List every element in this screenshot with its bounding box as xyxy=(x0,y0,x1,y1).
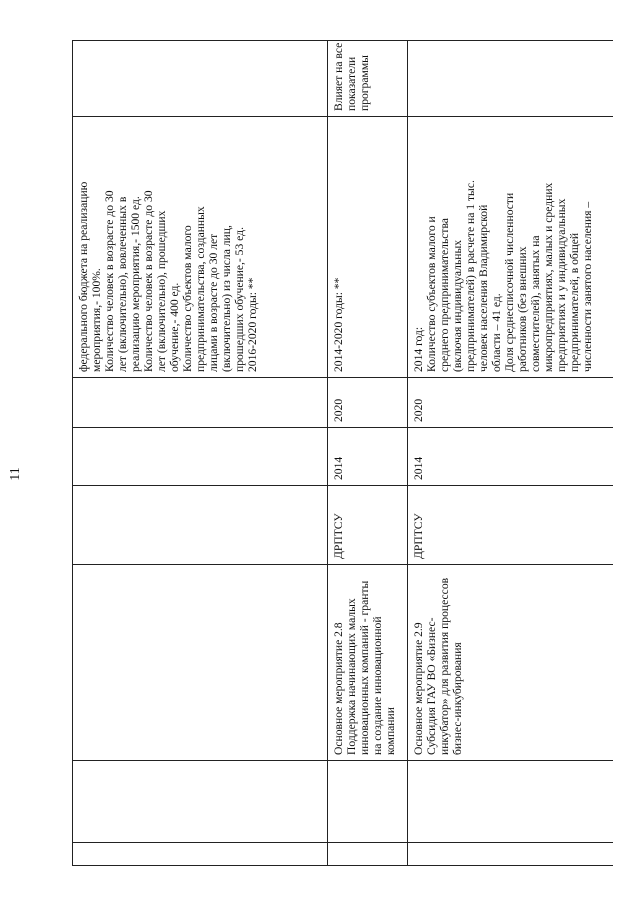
indicator-line: Количество субъектов малого и xyxy=(425,216,438,372)
measure-cell xyxy=(73,564,328,760)
indicators-cell xyxy=(73,116,328,377)
impact-cell xyxy=(73,40,328,116)
measure-line: инновационных компаний - гранты xyxy=(358,580,371,755)
start-year-cell: 2014 xyxy=(328,427,408,485)
indicator-line: численности занятого населения – xyxy=(581,201,594,372)
indicator-line: (включая индивидуальных xyxy=(451,239,464,372)
indicator-line: федерального бюджета на реализацию xyxy=(77,181,90,372)
table-cell-blank xyxy=(73,842,328,866)
indicator-line: 2014-2020 годы: ** xyxy=(332,277,345,372)
indicator-line: области – 41 ед. xyxy=(490,293,503,372)
indicator-line: мероприятия,- 100%. xyxy=(90,268,103,372)
start-year-cell: 2014 xyxy=(408,427,613,485)
indicator-line: лет (включительно), вовлеченных в xyxy=(116,196,129,372)
indicators-cell xyxy=(328,116,408,377)
executor-cell: ДРПТСУ xyxy=(328,485,408,564)
measure-cell xyxy=(328,564,408,760)
measure-line: Основное мероприятие 2.9 xyxy=(412,622,425,755)
impact-cell xyxy=(408,40,613,116)
table-cell-blank xyxy=(408,842,613,866)
measure-line: Субсидия ГАУ ВО «Бизнес- xyxy=(425,617,438,755)
indicator-line: предприятиях и у индивидуальных xyxy=(555,198,568,372)
indicator-line: лицами в возрасте до 30 лет xyxy=(207,233,220,372)
program-measures-table xyxy=(72,40,613,866)
impact-cell xyxy=(328,40,408,116)
table-row xyxy=(407,40,613,866)
table-row xyxy=(327,40,408,866)
measure-cell xyxy=(408,564,613,760)
executor-cell xyxy=(73,485,328,564)
indicator-line: предпринимателей) в расчете на 1 тыс. xyxy=(464,180,477,372)
page-number: 11 xyxy=(8,467,23,481)
measure-line: инкубатор» для развития процессов xyxy=(438,577,451,755)
impact-line: показатели xyxy=(345,56,358,111)
indicator-line: работников (без внешних xyxy=(516,246,529,372)
table-cell-blank xyxy=(328,842,408,866)
measure-line: бизнес-инкубирования xyxy=(451,642,464,755)
indicator-line: совместителей), занятых на xyxy=(529,235,542,372)
rotated-table-container xyxy=(72,40,613,866)
measure-line: на создание инновационной xyxy=(371,616,384,755)
start-year-cell xyxy=(73,427,328,485)
indicator-line: 2016-2020 годы: ** xyxy=(246,277,259,372)
table-cell-blank xyxy=(328,760,408,842)
indicator-line: (включительно) из числа лиц, xyxy=(220,225,233,372)
indicator-line: прошедших обучение,- 53 ед. xyxy=(233,227,246,372)
measure-line: Основное мероприятие 2.8 xyxy=(332,622,345,755)
indicator-line: 2014 год: xyxy=(412,326,425,372)
indicator-line: Доля среднесписочной численности xyxy=(503,192,516,372)
impact-line: Влияет на все xyxy=(332,42,345,111)
indicator-line: Количество человек в возрасте до 30 xyxy=(142,190,155,372)
indicator-line: предпринимательства, созданных xyxy=(194,206,207,372)
indicator-line: человек населения Владимирской xyxy=(477,204,490,372)
indicator-line: среднего предпринимательства xyxy=(438,218,451,372)
indicator-line: Количество субъектов малого xyxy=(181,225,194,372)
indicator-line: лет (включительно), прошедших xyxy=(155,210,168,372)
measure-line: Поддержка начинающих малых xyxy=(345,598,358,755)
indicator-line: микропредприятиях, малых и средних xyxy=(542,182,555,372)
indicators-cell xyxy=(408,116,613,377)
executor-cell: ДРПТСУ xyxy=(408,485,613,564)
indicator-line: обучение,- 400 ед. xyxy=(168,282,181,372)
end-year-cell: 2020 xyxy=(328,377,408,427)
indicator-line: Количество человек в возрасте до 30 xyxy=(103,190,116,372)
table-cell-blank xyxy=(408,760,613,842)
table-cell-blank xyxy=(73,760,328,842)
indicator-line: реализацию мероприятия,- 1500 ед. xyxy=(129,196,142,372)
impact-line: программы xyxy=(358,55,371,111)
measure-line: компании xyxy=(384,707,397,755)
end-year-cell xyxy=(73,377,328,427)
table-row xyxy=(72,40,328,866)
indicator-line: предпринимателей, в общей xyxy=(568,232,581,372)
end-year-cell: 2020 xyxy=(408,377,613,427)
